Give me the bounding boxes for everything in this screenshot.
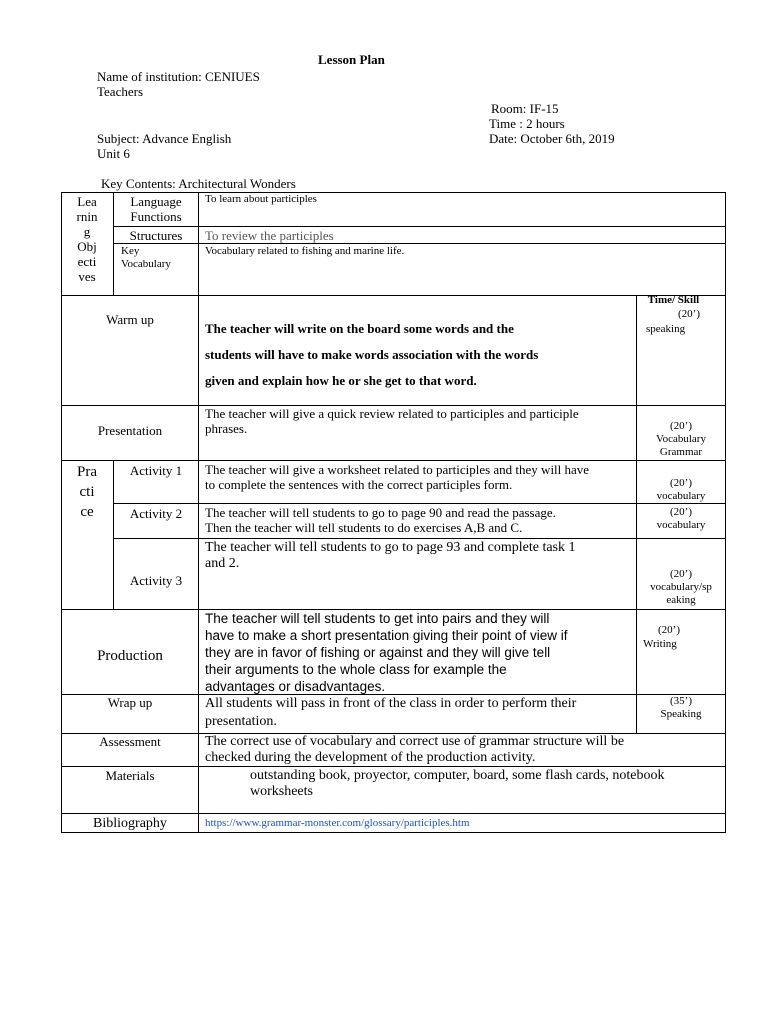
production-label: Production [97,648,163,664]
room-info: Room: IF-15 [491,101,559,116]
date-info: Date: October 6th, 2019 [489,131,615,146]
activity-2-content: The teacher will tell students to go to page 90 and read the passage. Then the teacher will tell students to do exercises A,B and C. [205,505,556,535]
activity-3-label: Activity 3 [129,573,183,588]
wrapup-label: Wrap up [107,695,153,710]
page-title: Lesson Plan [318,52,385,67]
activity-1-label: Activity 1 [129,463,183,478]
language-functions-content: To learn about participles [205,193,317,205]
bibliography-label: Bibliography [93,816,167,831]
presentation-label: Presentation [97,423,163,438]
presentation-time-skill: (20’) Vocabulary Grammar [656,420,706,458]
materials-label: Materials [105,768,155,783]
institution-name: Name of institution: CENIUES [97,69,260,84]
structures-label: Structures [129,228,183,243]
practice-label: Pra cti ce [77,464,97,520]
activity-3-time-skill: (20’) vocabulary/sp eaking [650,568,712,606]
subject-info: Subject: Advance English [97,131,232,146]
teachers-label: Teachers [97,84,144,99]
activity-1-time-skill: (20’) vocabulary [656,477,706,502]
key-contents: Key Contents: Architectural Wonders [101,176,296,191]
activity-2-label: Activity 2 [129,506,183,521]
production-skill: Writing [643,638,677,650]
assessment-content: The correct use of vocabulary and correct use of grammar structure will be checked during the development of the production activity. [205,734,625,765]
wrapup-time-skill: (35’) Speaking [660,695,702,720]
production-time: (20’) [658,624,680,636]
time-info: Time : 2 hours [489,116,565,131]
presentation-content: The teacher will give a quick review related to participles and participle phrases. [205,406,579,436]
bibliography-link[interactable]: https://www.grammar-monster.com/glossary/participles.htm [205,817,470,829]
activity-2-time-skill: (20’) vocabulary [656,506,706,531]
learning-objectives-label: Lea rnin g Obj ecti ves [76,194,98,284]
key-vocabulary-label: Key Vocabulary [121,245,171,270]
activity-1-content: The teacher will give a worksheet related to participles and they will have to complete the sentences with the correct participles form. [205,462,590,492]
structures-content: To review the participles [205,228,334,243]
wrapup-content: All students will pass in front of the class in order to perform their presentation. [205,696,577,729]
time-skill-header: Time/ Skill [647,294,700,306]
assessment-label: Assessment [99,734,161,749]
key-vocabulary-content: Vocabulary related to fishing and marine life. [205,245,405,257]
warmup-label: Warm up [106,312,154,327]
materials-content: outstanding book, proyector, computer, board, some flash cards, notebook worksheets [250,768,665,799]
activity-3-content: The teacher will tell students to go to page 93 and complete task 1 and 2. [205,540,576,571]
warmup-skill: speaking [646,323,686,335]
warmup-content: The teacher will write on the board some words and the students will have to make words association with the words given and explain how he or she get to that word. [205,321,539,388]
unit-info: Unit 6 [97,146,130,161]
warmup-time: (20’) [678,308,700,320]
language-functions-label: Language Functions [130,194,182,224]
production-content: The teacher will tell students to get into pairs and they will have to make a short presentation giving their point of view if they are in favor of fishing or against and they will give tell their arguments to the whole class for example the advantages or disadvantages. [205,611,568,694]
